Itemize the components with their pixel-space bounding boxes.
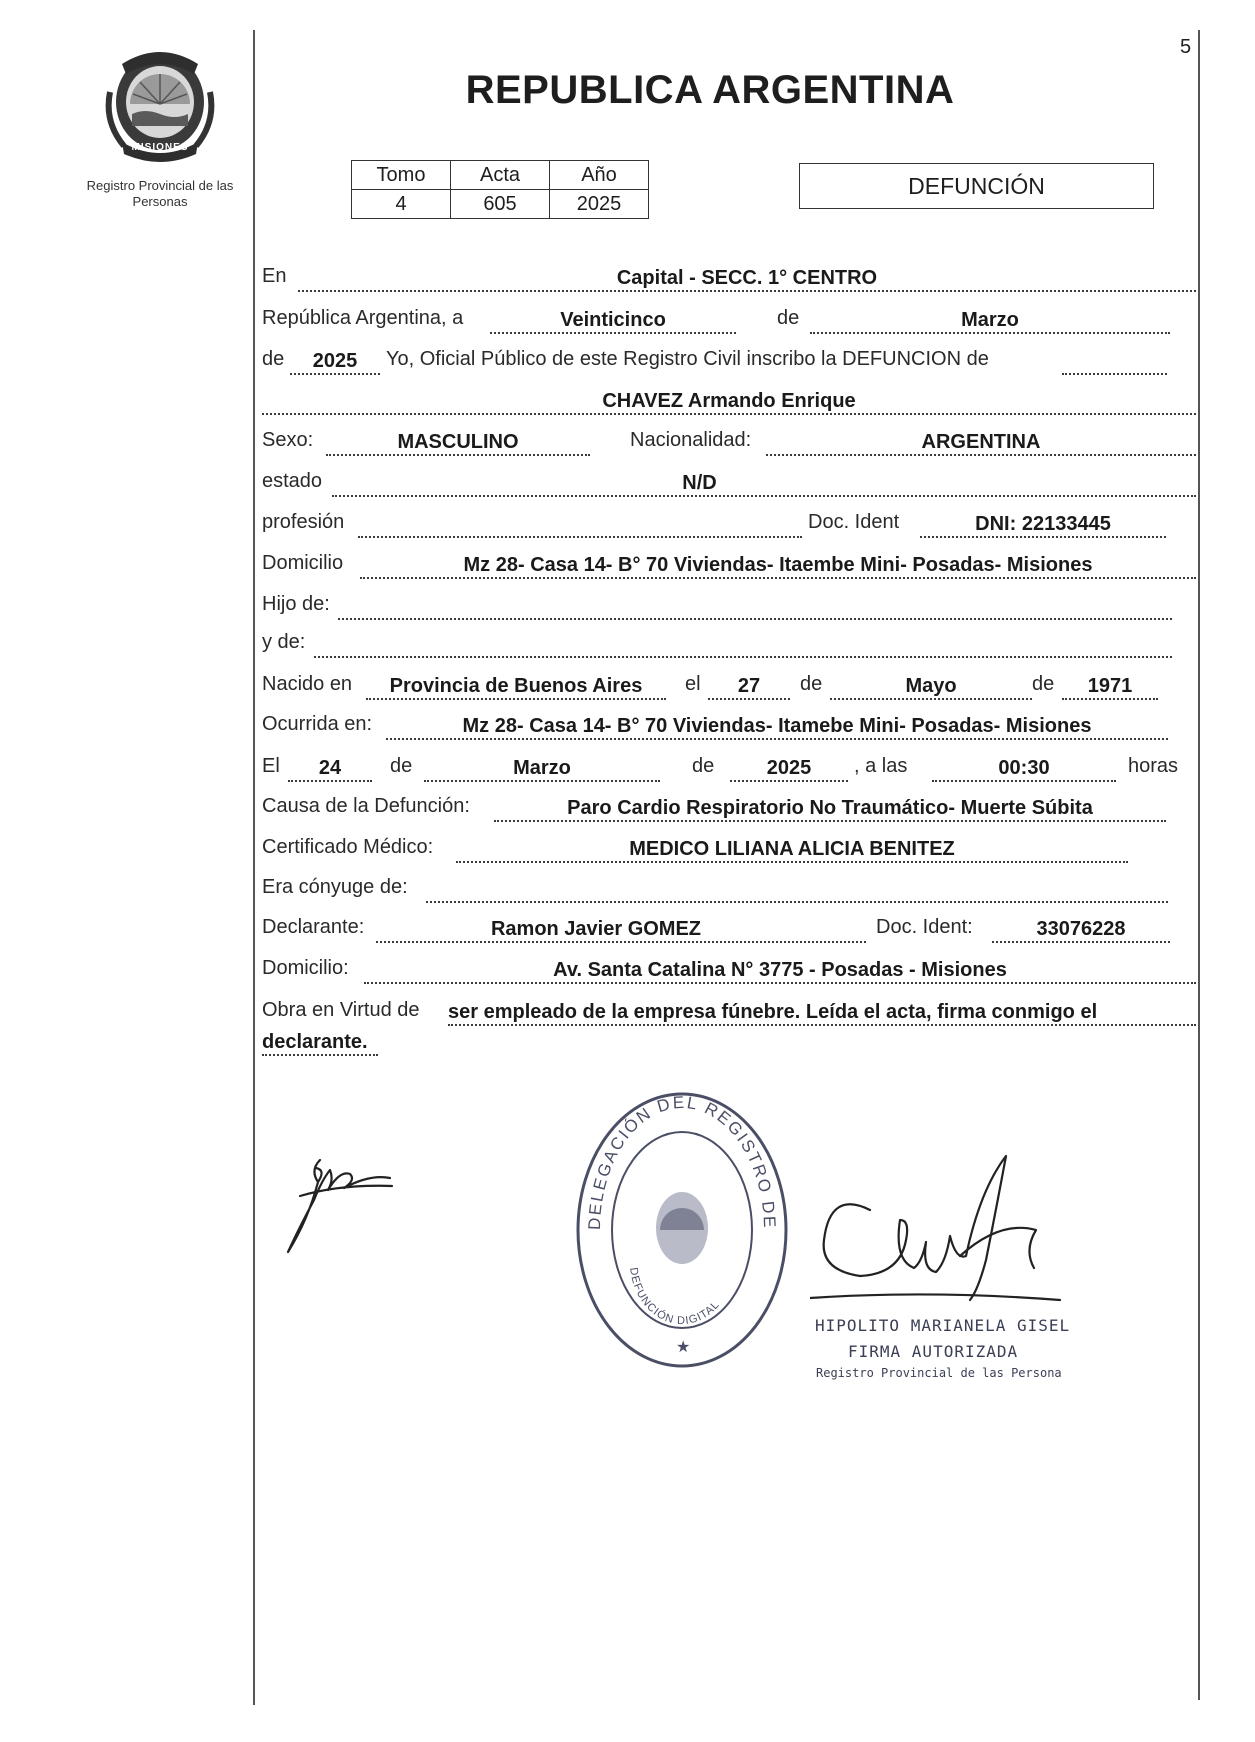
nationality-label: Nacionalidad: (630, 429, 752, 451)
country-title: REPUBLICA ARGENTINA (465, 68, 955, 112)
born-de2-label: de (1032, 673, 1055, 695)
deceased-name: CHAVEZ Armando Enrique (602, 390, 856, 412)
certificate-value: MEDICO LILIANA ALICIA BENITEZ (629, 838, 955, 860)
row-civil-status (262, 465, 1197, 501)
official-org: Registro Provincial de las Persona (816, 1366, 1062, 1380)
year-prefix: de (262, 348, 285, 370)
cause-label: Causa de la Defunción: (262, 795, 470, 817)
occurred-line (386, 738, 1168, 740)
born-day-line (708, 698, 790, 700)
basis-line-2 (262, 1054, 378, 1056)
svg-text:★: ★ (676, 1339, 691, 1356)
occurred-value: Mz 28- Casa 14- B° 70 Viviendas- Itamebe Mini- Posadas- Misiones (462, 715, 1092, 737)
death-day-value: 24 (318, 757, 342, 779)
row-born (262, 668, 1197, 704)
death-month-line (424, 780, 660, 782)
death-day-line (288, 780, 372, 782)
basis-value-1: ser empleado de la empresa fúnebre. Leída el acta, firma conmigo el (448, 1001, 1098, 1023)
death-year-value: 2025 (766, 757, 812, 779)
row-declarant-address (262, 952, 1197, 988)
time-value: 00:30 (998, 757, 1050, 779)
name-line (262, 413, 1196, 415)
row-declarant (262, 911, 1197, 947)
sex-line (326, 454, 590, 456)
spouse-label: Era cónyuge de: (262, 876, 408, 898)
place-line (298, 290, 1196, 292)
time-label: , a las (854, 755, 908, 777)
page-number: 5 (1180, 36, 1192, 58)
doc-id-label: Doc. Ident (808, 511, 900, 533)
row-year (262, 343, 1197, 379)
born-place-value: Provincia de Buenos Aires (389, 675, 643, 697)
basis-value-2: declarante. (262, 1031, 368, 1053)
address-label: Domicilio (262, 552, 344, 574)
declarant-doc-value: 33076228 (1036, 918, 1126, 940)
certificate-label: Certificado Médico: (262, 836, 434, 858)
born-place-line (366, 698, 666, 700)
declarant-label: Declarante: (262, 916, 365, 938)
born-year-value: 1971 (1087, 675, 1133, 697)
tomo-header: Tomo (352, 161, 451, 190)
nationality-value: ARGENTINA (921, 431, 1041, 453)
tomo-value: 4 (352, 190, 451, 219)
and-of-label: y de: (262, 631, 306, 653)
death-date-label: El (262, 755, 280, 777)
official-name: HIPOLITO MARIANELA GISEL (815, 1316, 1071, 1335)
right-margin-line (1198, 30, 1200, 1700)
born-label: Nacido en (262, 673, 353, 695)
child-of-line (338, 618, 1172, 620)
sex-label: Sexo: (262, 429, 314, 451)
row-date (262, 302, 1197, 338)
acta-header: Acta (451, 161, 550, 190)
time-line (932, 780, 1116, 782)
child-of-label: Hijo de: (262, 593, 330, 615)
stamp-inner-text: DEFUNCIÓN DIGITAL (627, 1266, 723, 1328)
born-day-value: 27 (737, 675, 761, 697)
emblem-bottom-text: MISIONES (131, 142, 189, 153)
acta-value: 605 (451, 190, 550, 219)
death-year-line (730, 780, 848, 782)
row-death-date (262, 750, 1197, 786)
hours-label: horas (1128, 755, 1179, 777)
declarant-address-value: Av. Santa Catalina N° 3775 - Posadas - Misiones (553, 959, 1007, 981)
official-title: FIRMA AUTORIZADA (848, 1342, 1019, 1361)
declarant-doc-line (992, 941, 1170, 943)
doc-id-line (920, 536, 1166, 538)
row-deceased-name (262, 383, 1197, 419)
month-value: Marzo (961, 309, 1019, 331)
civil-status-label: estado (262, 470, 323, 492)
row-child-of (262, 588, 1197, 624)
official-stamp (572, 1090, 792, 1370)
row-address (262, 547, 1197, 583)
anio-value: 2025 (550, 190, 649, 219)
born-de1-label: de (800, 673, 823, 695)
emblem-top-text: PROVINCIA (130, 38, 190, 48)
anio-header: Año (550, 161, 649, 190)
month-line (810, 332, 1170, 334)
civil-status-line (332, 495, 1196, 497)
declarant-line (376, 941, 866, 943)
cause-line (494, 820, 1166, 822)
row-occurred (262, 708, 1197, 744)
born-month-line (830, 698, 1032, 700)
row-spouse (262, 871, 1197, 907)
row-and-of (262, 626, 1197, 662)
born-month-value: Mayo (905, 675, 957, 697)
place-label: En (262, 265, 287, 287)
civil-status-value: N/D (682, 472, 717, 494)
row-place (262, 260, 1197, 296)
place-value: Capital - SECC. 1° CENTRO (616, 267, 878, 289)
occurred-label: Ocurrida en: (262, 713, 373, 735)
and-of-line (314, 656, 1172, 658)
svg-text:DEFUNCIÓN DIGITAL (627, 1267, 722, 1327)
left-margin-line (253, 30, 255, 1705)
date-label: República Argentina, a (262, 307, 464, 329)
sex-value: MASCULINO (397, 431, 519, 453)
declarant-doc-label: Doc. Ident: (876, 916, 973, 938)
profession-label: profesión (262, 511, 345, 533)
officer-statement: Yo, Oficial Público de este Registro Civil inscribo la DEFUNCION de (386, 348, 989, 370)
declarant-address-line (364, 982, 1196, 984)
address-value: Mz 28- Casa 14- B° 70 Viviendas- Itaembe Mini- Posadas- Misiones (463, 554, 1093, 576)
doc-id-value: DNI: 22133445 (975, 513, 1111, 535)
spouse-line (426, 901, 1168, 903)
born-year-line (1062, 698, 1158, 700)
row-cause (262, 790, 1197, 826)
day-value: Veinticinco (560, 309, 666, 331)
certificate-line (456, 861, 1128, 863)
cause-value: Paro Cardio Respiratorio No Traumático- Muerte Súbita (567, 797, 1093, 819)
statement-trailing-line (1062, 373, 1167, 375)
declarant-address-label: Domicilio: (262, 957, 349, 979)
year-line (290, 373, 380, 375)
day-line (490, 332, 736, 334)
date-de-label: de (777, 307, 800, 329)
death-de1-label: de (390, 755, 413, 777)
address-line (360, 577, 1196, 579)
profession-line (358, 536, 802, 538)
official-signature (810, 1150, 1070, 1320)
stamp-outer-text: DELEGACIÓN DEL REGISTRO DE (584, 1092, 780, 1231)
nationality-line (766, 454, 1196, 456)
death-month-value: Marzo (513, 757, 571, 779)
declarant-signature (280, 1140, 400, 1260)
registry-name: Registro Provincial de las Personas (86, 178, 234, 209)
doc-type-box: DEFUNCIÓN (799, 163, 1154, 209)
book-reference-table (351, 160, 649, 219)
row-sex-nationality (262, 424, 1197, 460)
declarant-value: Ramon Javier GOMEZ (490, 918, 702, 940)
row-certificate (262, 831, 1197, 867)
death-de2-label: de (692, 755, 715, 777)
row-profession-doc (262, 506, 1197, 542)
born-el-label: el (685, 673, 701, 695)
year-value: 2025 (312, 350, 358, 372)
row-basis-2 (262, 1024, 1197, 1060)
basis-label: Obra en Virtud de (262, 999, 420, 1021)
